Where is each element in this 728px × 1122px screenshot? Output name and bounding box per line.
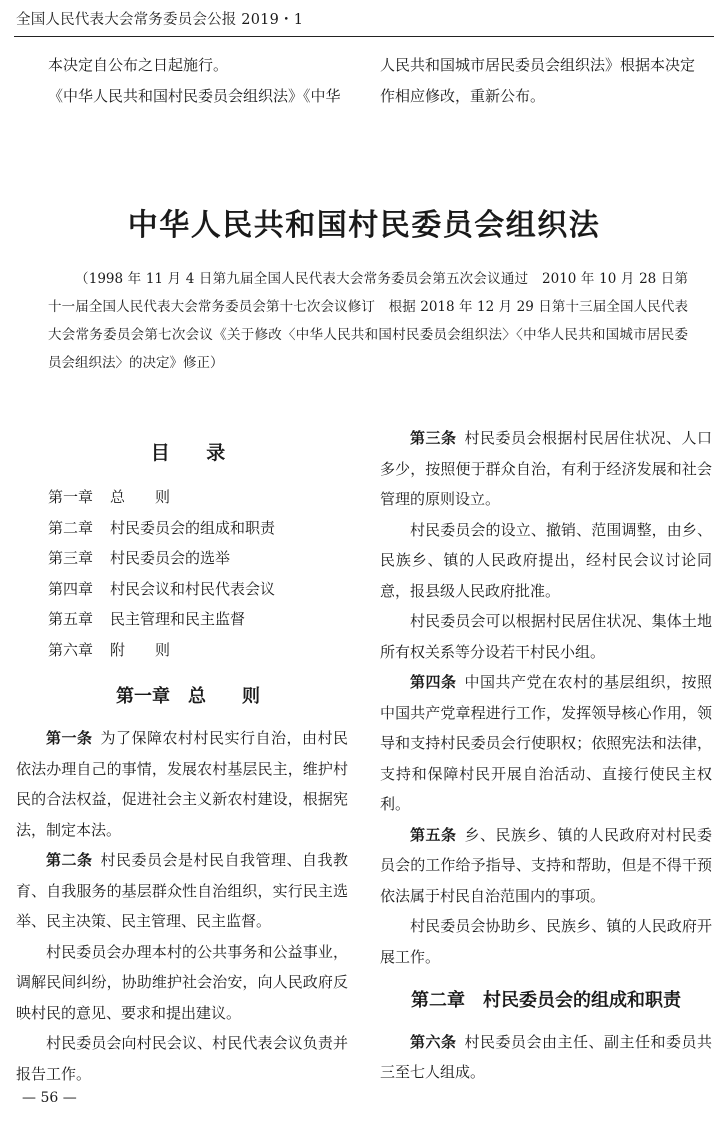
toc-chapter-no: 第五章 (48, 610, 94, 628)
top-right-line-1: 人民共和国城市居民委员会组织法》根据本决定 (380, 56, 696, 74)
article-text: 为了保障农村村民实行自治，由村民依法办理自己的事情，发展农村基层民主，维护村民的合法权益，促进社会主义新农村建设，根据宪法，制定本法。 (16, 729, 348, 839)
toc-chapter-label: 总 则 (110, 488, 171, 506)
right-column-body (380, 423, 712, 1088)
toc-chapter-no: 第六章 (48, 640, 94, 659)
article-5 (380, 820, 712, 912)
law-title: 中华人民共和国村民委员会组织法 (127, 208, 601, 243)
header-rule (14, 36, 714, 37)
toc-chapter-label: 村民委员会的组成和职责 (110, 518, 276, 537)
article-label: 第四条 (410, 673, 457, 691)
article-2-para-2: 村民委员会办理本村的公共事务和公益事业，调解民间纠纷，协助维护社会治安，向人民政府反映村民的意见、要求和提出建议。 (16, 942, 348, 1022)
article-6 (380, 1027, 712, 1088)
chapter-2-heading: 第二章 村民委员会的组成和职责 (411, 990, 681, 1011)
article-text: 村民委员会根据村民居住状况、人口多少，按照便于群众自治，有利于经济发展和社会管理的原则设立。 (380, 429, 712, 508)
toc-item (48, 574, 275, 605)
article-2-para-3: 村民委员会向村民会议、村民代表会议负责并报告工作。 (16, 1034, 348, 1083)
top-left-text (48, 50, 348, 111)
adoption-note-text: （1998 年 11 月 4 日第九届全国人民代表大会常务委员会第五次会议通过 2010 年 10 月 28 日第十一届全国人民代表大会常务委员会第十七次会议修订 根据 2018 年 12 月 29 日第十三届全国人民代表大会常务委员会第七次会议《关于修改〈中华人民共和国村民委员会组织法〉〈中华人民共和国城市居民委员会组织法〉的决定》修正） (48, 271, 688, 371)
top-right-text (380, 50, 710, 111)
article-3-para-2: 村民委员会的设立、撤销、范围调整，由乡、民族乡、镇的人民政府提出，经村民会议讨论同意，报县级人民政府批准。 (380, 520, 712, 600)
toc-item (48, 635, 275, 666)
toc-item (48, 482, 275, 513)
article-4 (380, 667, 712, 820)
article-2 (16, 845, 348, 937)
page-number: — 56 — (22, 1090, 77, 1106)
toc-chapter-no: 第三章 (48, 549, 94, 567)
toc-item (48, 513, 275, 544)
article-3 (380, 423, 712, 515)
toc-chapter-label: 附 则 (110, 640, 171, 659)
adoption-note (48, 265, 688, 377)
table-of-contents (48, 482, 275, 665)
article-label: 第五条 (410, 825, 457, 844)
article-text: 村民委员会是村民自我管理、自我教育、自我服务的基层群众性自治组织，实行民主选举、民主决策、民主管理、民主监督。 (16, 851, 348, 930)
toc-chapter-label: 村民委员会的选举 (110, 549, 231, 567)
left-column-body (16, 723, 348, 1089)
top-left-line-1: 本决定自公布之日起施行。 (48, 56, 229, 74)
top-left-line-2: 《中华人民共和国村民委员会组织法》《中华 (48, 86, 341, 105)
article-text: 乡、民族乡、镇的人民政府对村民委员会的工作给予指导、支持和帮助，但是不得干预依法属于村民自治范围内的事项。 (380, 825, 712, 905)
article-label: 第三条 (410, 429, 457, 447)
toc-chapter-no: 第二章 (48, 518, 94, 537)
top-right-line-2: 作相应修改，重新公布。 (380, 86, 546, 105)
article-text: 村民委员会由主任、副主任和委员共三至七人组成。 (380, 1032, 712, 1081)
chapter-1-heading: 第一章 总 则 (116, 686, 260, 707)
toc-item (48, 543, 275, 574)
article-label: 第一条 (46, 729, 93, 747)
journal-header: 全国人民代表大会常务委员会公报 2019・1 (16, 12, 304, 28)
article-3-para-3: 村民委员会可以根据村民居住状况、集体土地所有权关系等分设若干村民小组。 (380, 612, 712, 661)
toc-chapter-no: 第四章 (48, 579, 94, 598)
toc-chapter-no: 第一章 (48, 488, 94, 506)
toc-chapter-label: 村民会议和村民代表会议 (110, 579, 276, 598)
article-label: 第六条 (410, 1032, 457, 1051)
toc-chapter-label: 民主管理和民主监督 (110, 610, 246, 628)
article-5-para-2: 村民委员会协助乡、民族乡、镇的人民政府开展工作。 (380, 917, 712, 966)
toc-title: 目 录 (150, 442, 226, 464)
article-text: 中国共产党在农村的基层组织，按照中国共产党章程进行工作，发挥领导核心作用，领导和支持村民委员会行使职权；依照宪法和法律，支持和保障村民开展自治活动、直接行使民主权利。 (380, 673, 712, 813)
toc-item (48, 604, 275, 635)
article-label: 第二条 (46, 851, 93, 869)
article-1 (16, 723, 348, 845)
